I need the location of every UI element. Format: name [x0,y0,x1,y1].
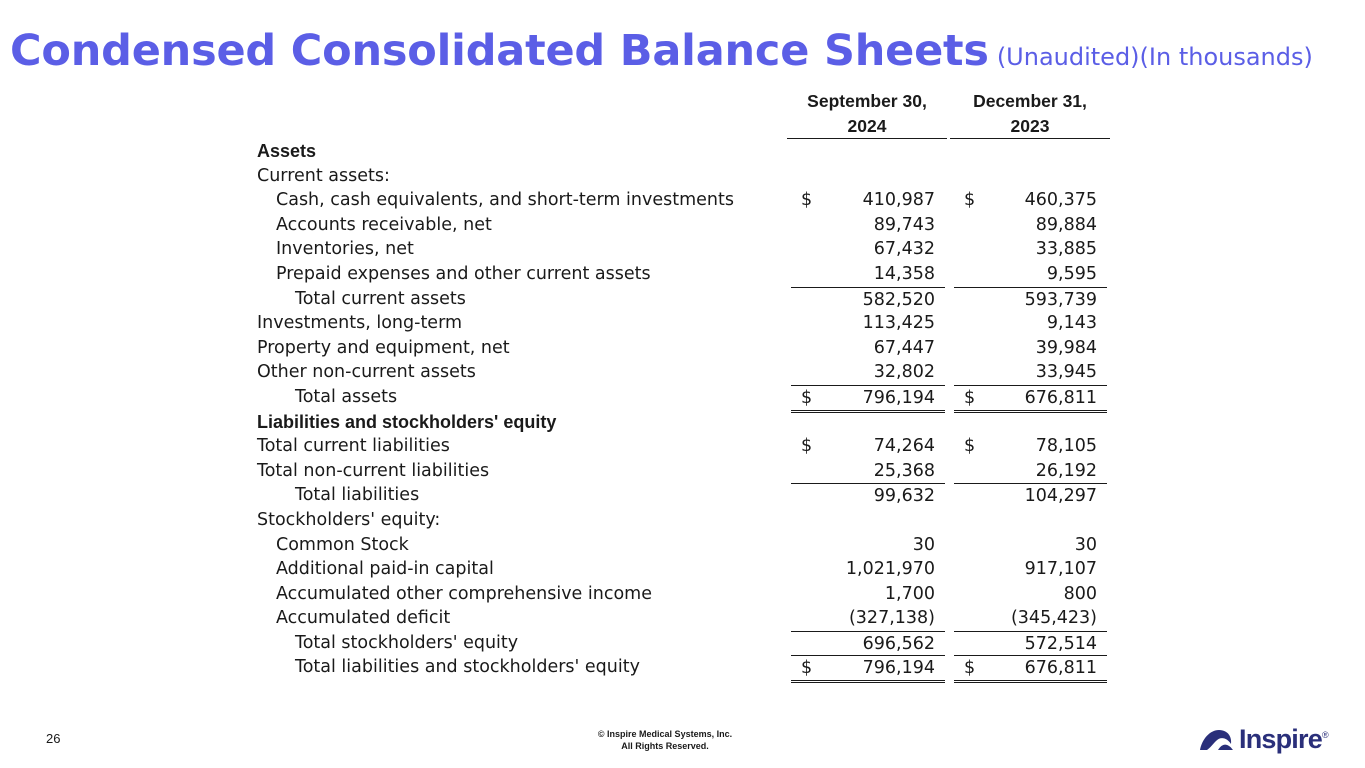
row-label: Stockholders' equity: [257,509,441,530]
row-label: Assets [257,141,317,161]
currency-symbol: $ [964,658,976,679]
row-label: Accumulated other comprehensive income [276,583,652,604]
value-cell-2024 [791,336,945,360]
cell-value: 9,143 [1046,313,1097,334]
registered-mark: ® [1321,729,1328,740]
title-subtitle: (Unaudited)(In thousands) [996,43,1313,71]
value-cell-2024 [791,483,945,508]
table-row [0,508,1365,533]
logo-text: Inspire [1239,723,1322,754]
cell-value: 14,358 [873,263,935,284]
cell-value: 39,984 [1035,337,1097,358]
value-cell-2023 [954,188,1107,212]
table-row [0,262,1365,287]
row-label: Total assets [295,386,398,407]
copyright-notice [560,728,770,752]
value-cell-2023 [954,533,1107,557]
table-row [0,311,1365,336]
cell-value: 89,884 [1035,214,1097,235]
row-label: Accumulated deficit [276,608,451,629]
value-cell-2023 [954,139,1107,163]
value-cell-2024 [791,188,945,212]
value-cell-2024 [791,655,945,683]
value-cell-2024 [791,237,945,261]
row-label: Accounts receivable, net [276,214,492,235]
value-cell-2024 [791,557,945,581]
value-cell-2023 [954,655,1107,683]
table-row [0,139,1365,164]
row-label: Common Stock [276,534,409,555]
inspire-logo [1198,722,1328,756]
value-cell-2023 [954,311,1107,335]
currency-symbol: $ [801,387,813,408]
row-label: Other non-current assets [257,362,476,383]
table-row [0,434,1365,459]
copyright-line-2: All Rights Reserved. [621,741,709,751]
cell-value: 593,739 [1024,289,1097,310]
cell-value: (345,423) [1010,608,1097,629]
value-cell-2024 [791,582,945,606]
value-cell-2023 [954,287,1107,312]
cell-value: 78,105 [1035,436,1097,457]
table-row [0,287,1365,312]
currency-symbol: $ [964,387,976,408]
value-cell-2023 [954,606,1107,630]
table-row [0,606,1365,631]
row-label: Total liabilities and stockholders' equity [295,657,640,678]
row-label: Total current liabilities [257,436,450,457]
cell-value: 696,562 [862,633,935,654]
cell-value: (327,138) [848,608,935,629]
value-cell-2024 [791,606,945,630]
row-label: Prepaid expenses and other current assets [276,263,651,284]
row-label: Total liabilities [295,485,420,506]
row-label: Property and equipment, net [257,337,510,358]
cell-value: 796,194 [862,658,935,679]
cell-value: 676,811 [1024,387,1097,408]
cell-value: 33,945 [1035,362,1097,383]
currency-symbol: $ [964,190,976,211]
currency-symbol: $ [801,436,813,457]
value-cell-2024 [791,631,945,656]
value-cell-2023 [954,508,1107,532]
column-header-line2: 2024 [787,114,947,140]
value-cell-2023 [954,213,1107,237]
cell-value: 25,368 [873,460,935,481]
value-cell-2023 [954,336,1107,360]
table-row [0,336,1365,361]
value-cell-2023 [954,164,1107,188]
cell-value: 796,194 [862,387,935,408]
table-row [0,188,1365,213]
slide-title [10,26,1313,76]
value-cell-2023 [954,557,1107,581]
cell-value: 26,192 [1035,460,1097,481]
page-number: 26 [46,731,61,746]
row-label: Total current assets [295,288,466,309]
table-row [0,582,1365,607]
cell-value: 676,811 [1024,658,1097,679]
cell-value: 30 [1074,534,1097,555]
cell-value: 800 [1063,583,1097,604]
table-row [0,385,1365,410]
cell-value: 67,447 [873,337,935,358]
row-label: Total non-current liabilities [257,460,490,481]
cell-value: 9,595 [1046,263,1097,284]
table-row [0,533,1365,558]
value-cell-2023 [954,582,1107,606]
row-label: Additional paid-in capital [276,559,494,580]
column-header-line2: 2023 [950,114,1110,140]
cell-value: 33,885 [1035,239,1097,260]
table-row [0,459,1365,484]
currency-symbol: $ [801,190,813,211]
cell-value: 410,987 [862,190,935,211]
row-label: Investments, long-term [257,313,463,334]
value-cell-2024 [791,262,945,286]
balance-sheet-table [0,139,1365,680]
value-cell-2023 [954,410,1107,434]
value-cell-2023 [954,262,1107,286]
value-cell-2024 [791,360,945,384]
table-row [0,483,1365,508]
table-row [0,410,1365,435]
cell-value: 32,802 [873,362,935,383]
value-cell-2023 [954,434,1107,458]
column-header-line1: December 31, [973,91,1087,111]
cell-value: 1,021,970 [845,559,935,580]
value-cell-2023 [954,237,1107,261]
title-main: Condensed Consolidated Balance Sheets [10,26,989,76]
value-cell-2024 [791,459,945,483]
column-header-sep-2024 [787,89,947,139]
cell-value: 74,264 [873,436,935,457]
value-cell-2023 [954,631,1107,656]
cell-value: 104,297 [1024,486,1097,507]
currency-symbol: $ [964,436,976,457]
value-cell-2024 [791,164,945,188]
row-label: Liabilities and stockholders' equity [257,411,557,432]
cell-value: 917,107 [1024,559,1097,580]
column-header-line1: September 30, [807,91,927,111]
value-cell-2024 [791,287,945,312]
value-cell-2024 [791,139,945,163]
table-row [0,655,1365,680]
column-header-dec-2023 [950,89,1110,139]
table-row [0,631,1365,656]
copyright-line-1: © Inspire Medical Systems, Inc. [597,729,733,739]
value-cell-2023 [954,459,1107,483]
cell-value: 30 [912,534,935,555]
cell-value: 1,700 [884,583,935,604]
cell-value: 572,514 [1024,633,1097,654]
cell-value: 89,743 [873,214,935,235]
cell-value: 582,520 [862,289,935,310]
table-row [0,213,1365,238]
value-cell-2024 [791,213,945,237]
value-cell-2024 [791,311,945,335]
value-cell-2024 [791,410,945,434]
value-cell-2023 [954,360,1107,384]
cell-value: 99,632 [873,486,935,507]
value-cell-2023 [954,483,1107,508]
table-row [0,360,1365,385]
cell-value: 460,375 [1024,190,1097,211]
row-label: Current assets: [257,165,390,186]
value-cell-2024 [791,533,945,557]
row-label: Total stockholders' equity [295,632,519,653]
row-label: Cash, cash equivalents, and short-term investments [276,190,734,211]
logo-wordmark [1239,724,1328,755]
row-label: Inventories, net [276,239,414,260]
inspire-wave-icon [1198,727,1236,751]
currency-symbol: $ [801,658,813,679]
table-row [0,557,1365,582]
table-row [0,237,1365,262]
cell-value: 113,425 [862,313,935,334]
value-cell-2024 [791,434,945,458]
cell-value: 67,432 [873,239,935,260]
value-cell-2024 [791,508,945,532]
table-row [0,164,1365,189]
